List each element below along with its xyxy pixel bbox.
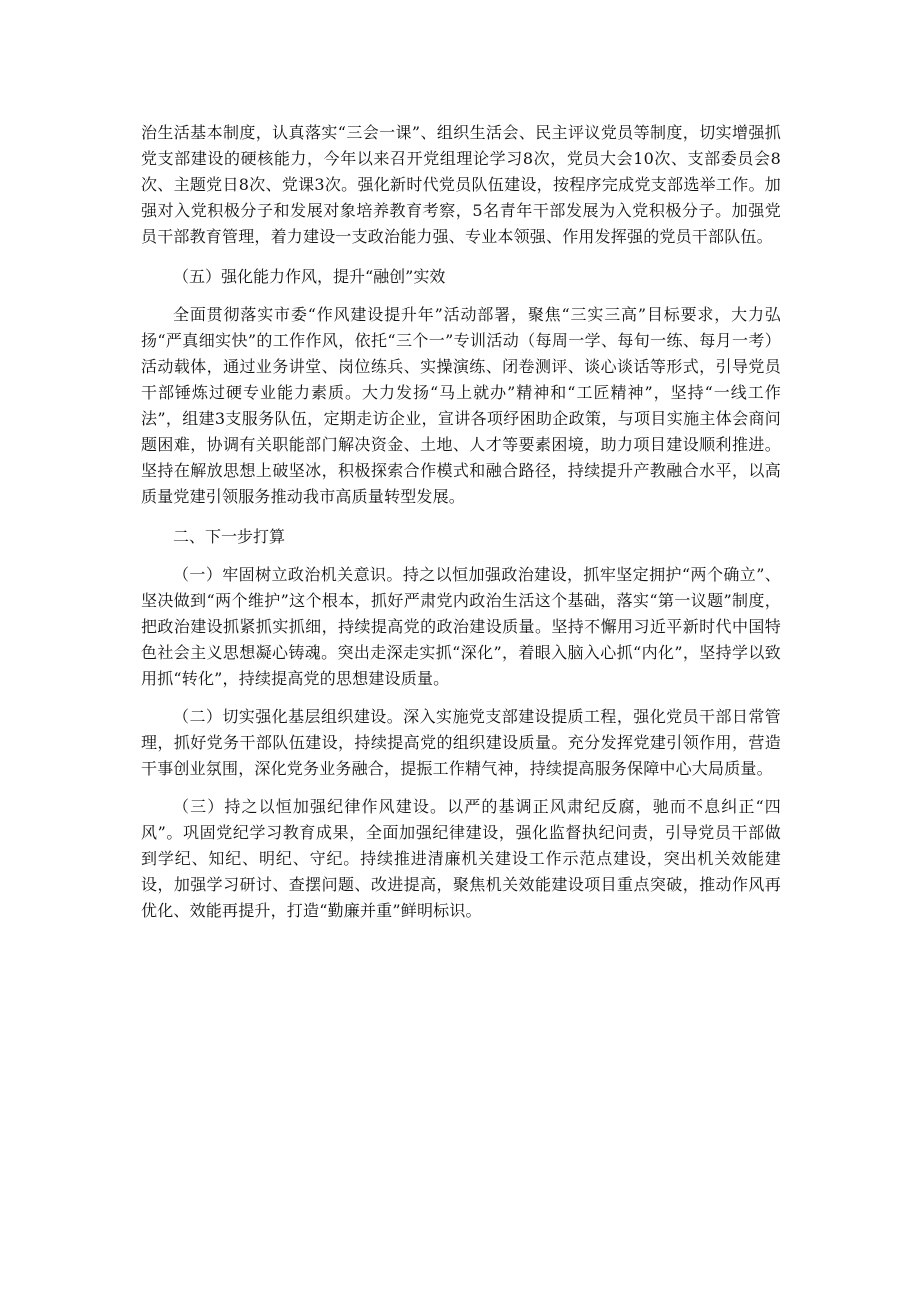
spacer: [141, 692, 781, 704]
spacer: [141, 550, 781, 562]
paragraph-grassroots-organization: （二）切实强化基层组织建设。深入实施党支部建设提质工程，强化党员干部日常管理，抓好党务干部队伍建设，持续提高党的组织建设质量。充分发挥党建引领作用，营造干事创业氛围，深化党务业务融合，提振工作精气神，持续提高服务保障中心大局质量。: [141, 707, 781, 778]
heading-section-five: （五）强化能力作风，提升“融创”实效: [173, 267, 446, 286]
spacer: [141, 290, 781, 302]
heading-next-steps: 二、下一步打算: [173, 527, 286, 546]
paragraph-discipline-style: （三）持之以恒加强纪律作风建设。以严的基调正风肃纪反腐，驰而不息纠正“四风”。巩固党纪学习教育成果，全面加强纪律建设，强化监督执纪问责，引导党员干部做到学纪、知纪、明纪、守纪。持续推进清廉机关建设工作示范点建设，突出机关效能建设，加强学习研讨、查摆问题、改进提高，聚焦机关效能建设项目重点突破，推动作风再优化、效能再提升，打造“勤廉并重”鲜明标识。: [141, 797, 781, 920]
paragraph-party-life-system: 治生活基本制度，认真落实“三会一课”、组织生活会、民主评议党员等制度，切实增强抓党支部建设的硬核能力，今年以来召开党组理论学习8次，党员大会10次、支部委员会8次、主题党日8次、党课3次。强化新时代党员队伍建设，按程序完成党支部选举工作。加强对入党积极分子和发展对象培养教育考察，5名青年干部发展为入党积极分子。加强党员干部教育管理，着力建设一支政治能力强、专业本领强、作用发挥强的党员干部队伍。: [141, 123, 781, 246]
spacer: [141, 510, 781, 524]
paragraph-political-awareness: （一）牢固树立政治机关意识。持之以恒加强政治建设，抓牢坚定拥护“两个确立”、坚决做到“两个维护”这个根本，抓好严肃党内政治生活这个基础，落实“第一议题”制度，把政治建设抓紧抓实抓细，持续提高党的政治建设质量。坚持不懈用习近平新时代中国特色社会主义思想凝心铸魂。突出走深走实抓“深化”，着眼入脑入心抓“内化”，坚持学以致用抓“转化”，持续提高党的思想建设质量。: [141, 565, 781, 688]
document-page: [141, 120, 781, 924]
spacer: [141, 250, 781, 264]
spacer: [141, 782, 781, 794]
paragraph-work-style: 全面贯彻落实市委“作风建设提升年”活动部署，聚焦“三实三高”目标要求，大力弘扬“严真细实快”的工作作风，依托“三个一”专训活动（每周一学、每旬一练、每月一考）活动载体，通过业务讲堂、岗位练兵、实操演练、闭卷测评、谈心谈话等形式，引导党员干部锤炼过硬专业能力素质。大力发扬“马上就办”精神和“工匠精神”，坚持“一线工作法”，组建3支服务队伍，定期走访企业，宣讲各项纾困助企政策，与项目实施主体会商问题困难，协调有关职能部门解决资金、土地、人才等要素困境，助力项目建设顺利推进。坚持在解放思想上破坚冰，积极探索合作模式和融合路径，持续提升产教融合水平，以高质量党建引领服务推动我市高质量转型发展。: [141, 305, 781, 506]
